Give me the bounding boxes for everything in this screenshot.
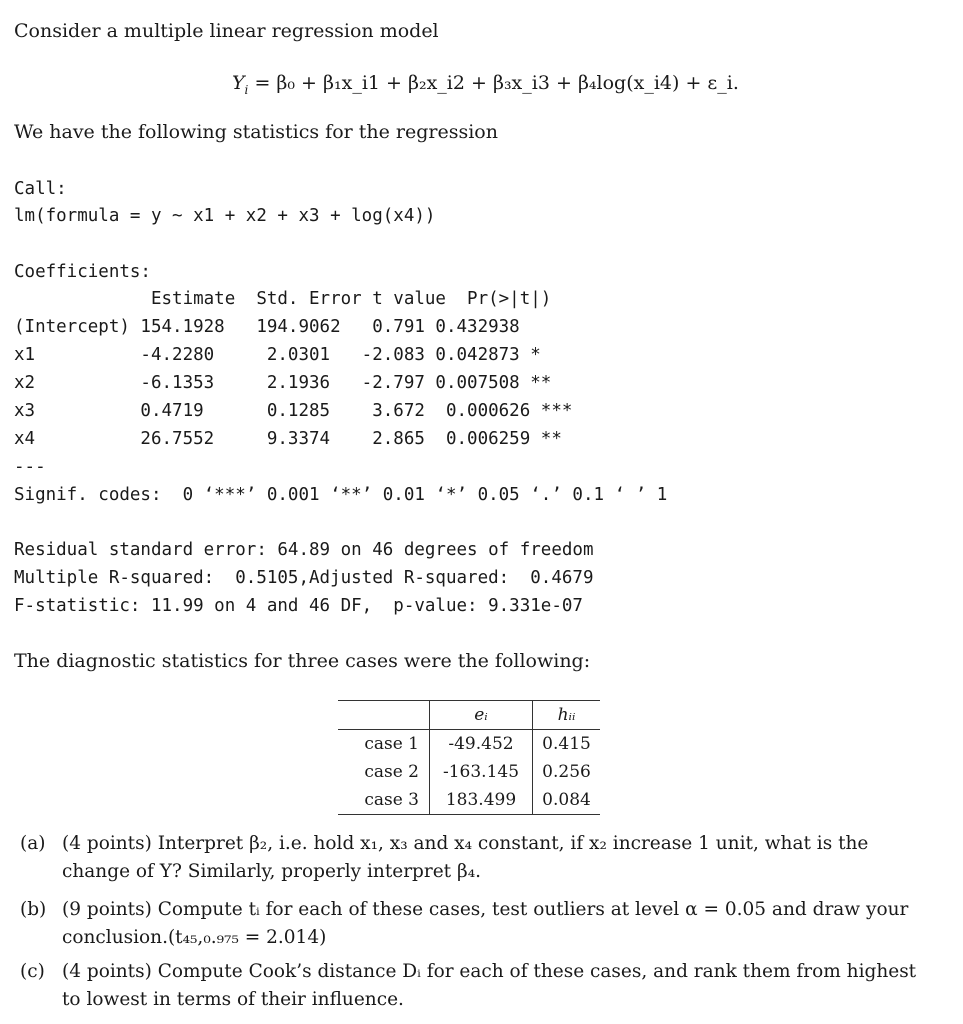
r-coef-row: x3 0.4719 0.1285 3.672 0.000626 *** [14,401,573,421]
diagnostics-table [338,700,600,815]
table-cell: 0.415 [542,734,591,754]
r-coef-row: x1 -4.2280 2.0301 -2.083 0.042873 * [14,345,541,365]
stats-intro-text: We have the following statistics for the regression [14,121,498,143]
r-separator: --- [14,457,46,477]
table-row [338,786,600,815]
question-a [20,830,940,886]
r-formula: lm(formula = y ~ x1 + x2 + x3 + log(x4)) [14,206,436,226]
question-label: (b) [20,899,47,920]
table-cell: case 2 [364,762,419,782]
table-header-cell: hᵢᵢ [533,701,601,730]
table-cell: -49.452 [430,730,533,759]
equation-lhs-sub: i [244,82,249,97]
diag-intro-text: The diagnostic statistics for three cases were the following: [14,650,591,672]
question-text: (4 points) Compute Cook’s distance Dᵢ for each of these cases, and rank them from highest to lowest in terms of their influence. [62,961,917,1010]
table-cell: 183.499 [430,786,533,815]
r-f-statistic: F-statistic: 11.99 on 4 and 46 DF, p-value: 9.331e-07 [14,596,583,616]
r-coef-row: (Intercept) 154.1928 194.9062 0.791 0.432938 [14,317,520,337]
question-c [20,958,940,1014]
table-header-cell [338,701,430,730]
table-cell: case 3 [338,786,430,815]
table-cell: -163.145 [430,758,533,786]
r-coef-label: Coefficients: [14,262,151,282]
model-equation [232,72,739,97]
question-text: (4 points) Interpret β₂, i.e. hold x₁, x₃ and x₄ constant, if x₂ increase 1 unit, what is the change of Y? Similarly, properly interpret β₄. [62,833,869,882]
table-cell: case 1 [364,734,419,754]
table-cell: 0.256 [542,762,591,782]
equation-terms: = β₀ + β₁x_i1 + β₂x_i2 + β₃x_i3 + β₄log(x_i4) + ε_i. [254,72,739,94]
question-label: (a) [20,833,46,854]
r-coef-row: x4 26.7552 9.3374 2.865 0.006259 ** [14,429,562,449]
table-header-cell: eᵢ [430,701,533,730]
table-row [338,758,600,786]
table-row [338,730,600,759]
r-r-squared: Multiple R-squared: 0.5105,Adjusted R-squared: 0.4679 [14,568,594,588]
r-coef-row: x2 -6.1353 2.1936 -2.797 0.007508 ** [14,373,552,393]
r-residual-se: Residual standard error: 64.89 on 46 degrees of freedom [14,540,594,560]
r-coef-header: Estimate Std. Error t value Pr(>|t|) [14,289,552,309]
table-cell: 0.084 [533,786,601,815]
equation-lhs: Y [232,72,245,94]
intro-text: Consider a multiple linear regression model [14,20,439,42]
question-label: (c) [20,961,45,982]
r-call-label: Call: [14,179,67,199]
question-text: (9 points) Compute tᵢ for each of these cases, test outliers at level α = 0.05 and draw your conclusion.(t₄₅,₀.₉₇₅ = 2.014) [62,899,909,948]
table-header-row [338,701,600,730]
question-b [20,896,940,952]
r-signif-codes: Signif. codes: 0 ‘***’ 0.001 ‘**’ 0.01 ‘*’ 0.05 ‘.’ 0.1 ‘ ’ 1 [14,485,668,505]
